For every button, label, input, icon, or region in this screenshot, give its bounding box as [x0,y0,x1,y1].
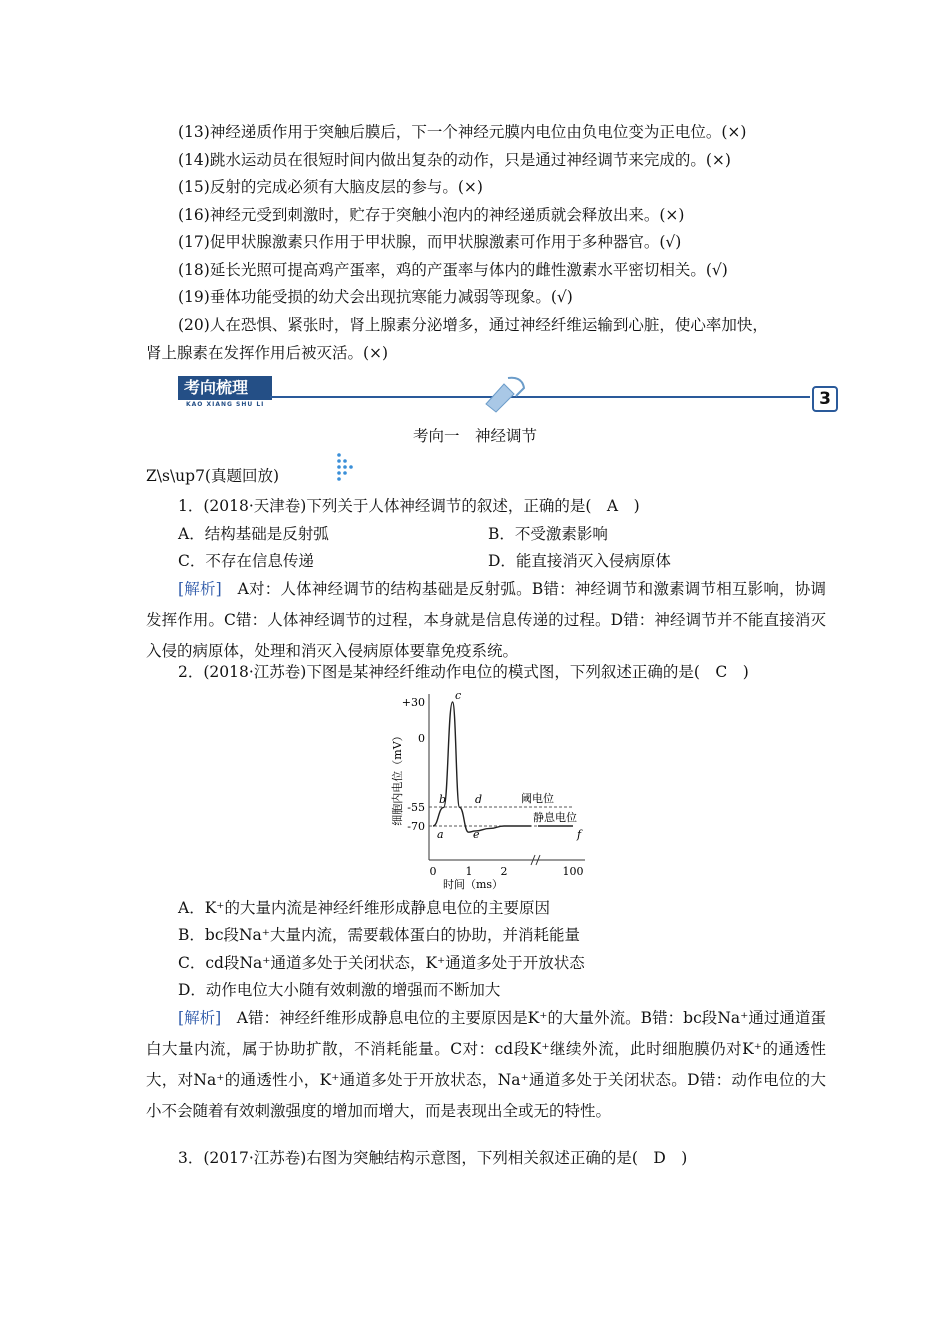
q2-stem: 2．(2018·江苏卷)下图是某神经纤维动作电位的模式图，下列叙述正确的是( C ) [178,663,749,681]
resting-label: 静息电位 [533,811,577,824]
point-d-label: d [475,793,483,806]
q2-analysis [146,1003,826,1127]
q2-analysis-text: A错：神经纤维形成静息电位的主要原因是K⁺的大量外流。B错：bc段Na⁺通过通道蛋白大量内流，属于协助扩散，不消耗能量。C对：cd段K⁺继续外流，此时细胞膜仍对K⁺的通透性大，对Na⁺的通透性小，K⁺通道多处于开放状态，Na⁺通道多处于关闭状态。D错：动作电位的大小不会随着有效刺激强度的增加而增大，而是表现出全或无的特性。 [146,1009,826,1120]
xtick-100: 100 [562,865,584,878]
ytick-neg55: -55 [407,801,425,814]
xtick-1: 1 [465,865,473,878]
item-14: (14)跳水运动员在很短时间内做出复杂的动作，只是通过神经调节来完成的。(×) [178,151,731,169]
q2-option-a: A．K⁺的大量内流是神经纤维形成静息电位的主要原因 [178,899,550,917]
q1-analysis [146,574,826,667]
ytick-30: +30 [401,696,425,709]
point-c-label: c [455,690,462,702]
item-19: (19)垂体功能受损的幼犬会出现抗寒能力减弱等现象。(√) [178,288,573,306]
banner-title: 考向梳理 [178,376,272,400]
scroll-icon [478,374,530,414]
q2-option-b: B．bc段Na⁺大量内流，需要载体蛋白的协助，并消耗能量 [178,926,580,944]
item-20-line2: 肾上腺素在发挥作用后被灭活。(×) [146,344,389,362]
item-16: (16)神经元受到刺激时，贮存于突触小泡内的神经递质就会释放出来。(×) [178,206,685,224]
q1-analysis-text: A对：人体神经调节的结构基础是反射弧。B错：神经调节和激素调节相互影响，协调发挥作用。C错：人体神经调节的过程，本身就是信息传递的过程。D错：神经调节并不能直接消灭入侵的病原体，处理和消灭入侵病原体要靠免疫系统。 [146,580,826,660]
x-axis-label: 时间（ms） [442,878,504,890]
q1-analysis-tag: [解析] [178,580,222,598]
q2-option-d: D．动作电位大小随有效刺激的增强而不断加大 [178,981,501,999]
q1-stem: 1．(2018·天津卷)下列关于人体神经调节的叙述，正确的是( A ) [178,497,640,515]
xtick-2: 2 [500,865,508,878]
section-title: 考向一 神经调节 [412,427,537,445]
point-e-label: e [473,828,480,841]
q1-option-d: D．能直接消灭入侵病原体 [488,552,671,570]
action-potential-chart [385,690,595,890]
section-banner [178,372,838,418]
q3-stem: 3．(2017·江苏卷)右图为突触结构示意图，下列相关叙述正确的是( D ) [178,1149,688,1167]
arrow-dots-icon [336,452,358,482]
xtick-0: 0 [429,865,437,878]
banner-number: 3 [812,386,838,412]
point-a-label: a [437,828,444,841]
q1-option-c: C．不存在信息传递 [178,552,314,570]
item-13: (13)神经递质作用于突触后膜后，下一个神经元膜内电位由负电位变为正电位。(×) [178,123,747,141]
subsection-label: Z\s\up7(真题回放) [146,467,280,485]
ytick-0: 0 [418,732,425,745]
item-15: (15)反射的完成必须有大脑皮层的参与。(×) [178,178,483,196]
item-20-line1: (20)人在恐惧、紧张时，肾上腺素分泌增多，通过神经纤维运输到心脏，使心率加快， [178,316,768,334]
point-b-label: b [439,793,447,806]
y-axis-label: 细胞内电位（mV） [391,730,404,826]
q1-option-a: A．结构基础是反射弧 [178,525,329,543]
threshold-label: 阈电位 [521,792,554,805]
item-17: (17)促甲状腺激素只作用于甲状腺，而甲状腺激素可作用于多种器官。(√) [178,233,682,251]
point-f-label: f [577,828,582,841]
banner-pinyin: KAO XIANG SHU LI [186,401,265,408]
item-18: (18)延长光照可提高鸡产蛋率，鸡的产蛋率与体内的雌性激素水平密切相关。(√) [178,261,728,279]
q1-option-b: B．不受激素影响 [488,525,608,543]
q2-option-c: C．cd段Na⁺通道多处于关闭状态，K⁺通道多处于开放状态 [178,954,585,972]
banner-rule [270,396,810,398]
q2-analysis-tag: [解析] [178,1009,222,1027]
ytick-neg70: -70 [407,820,425,833]
